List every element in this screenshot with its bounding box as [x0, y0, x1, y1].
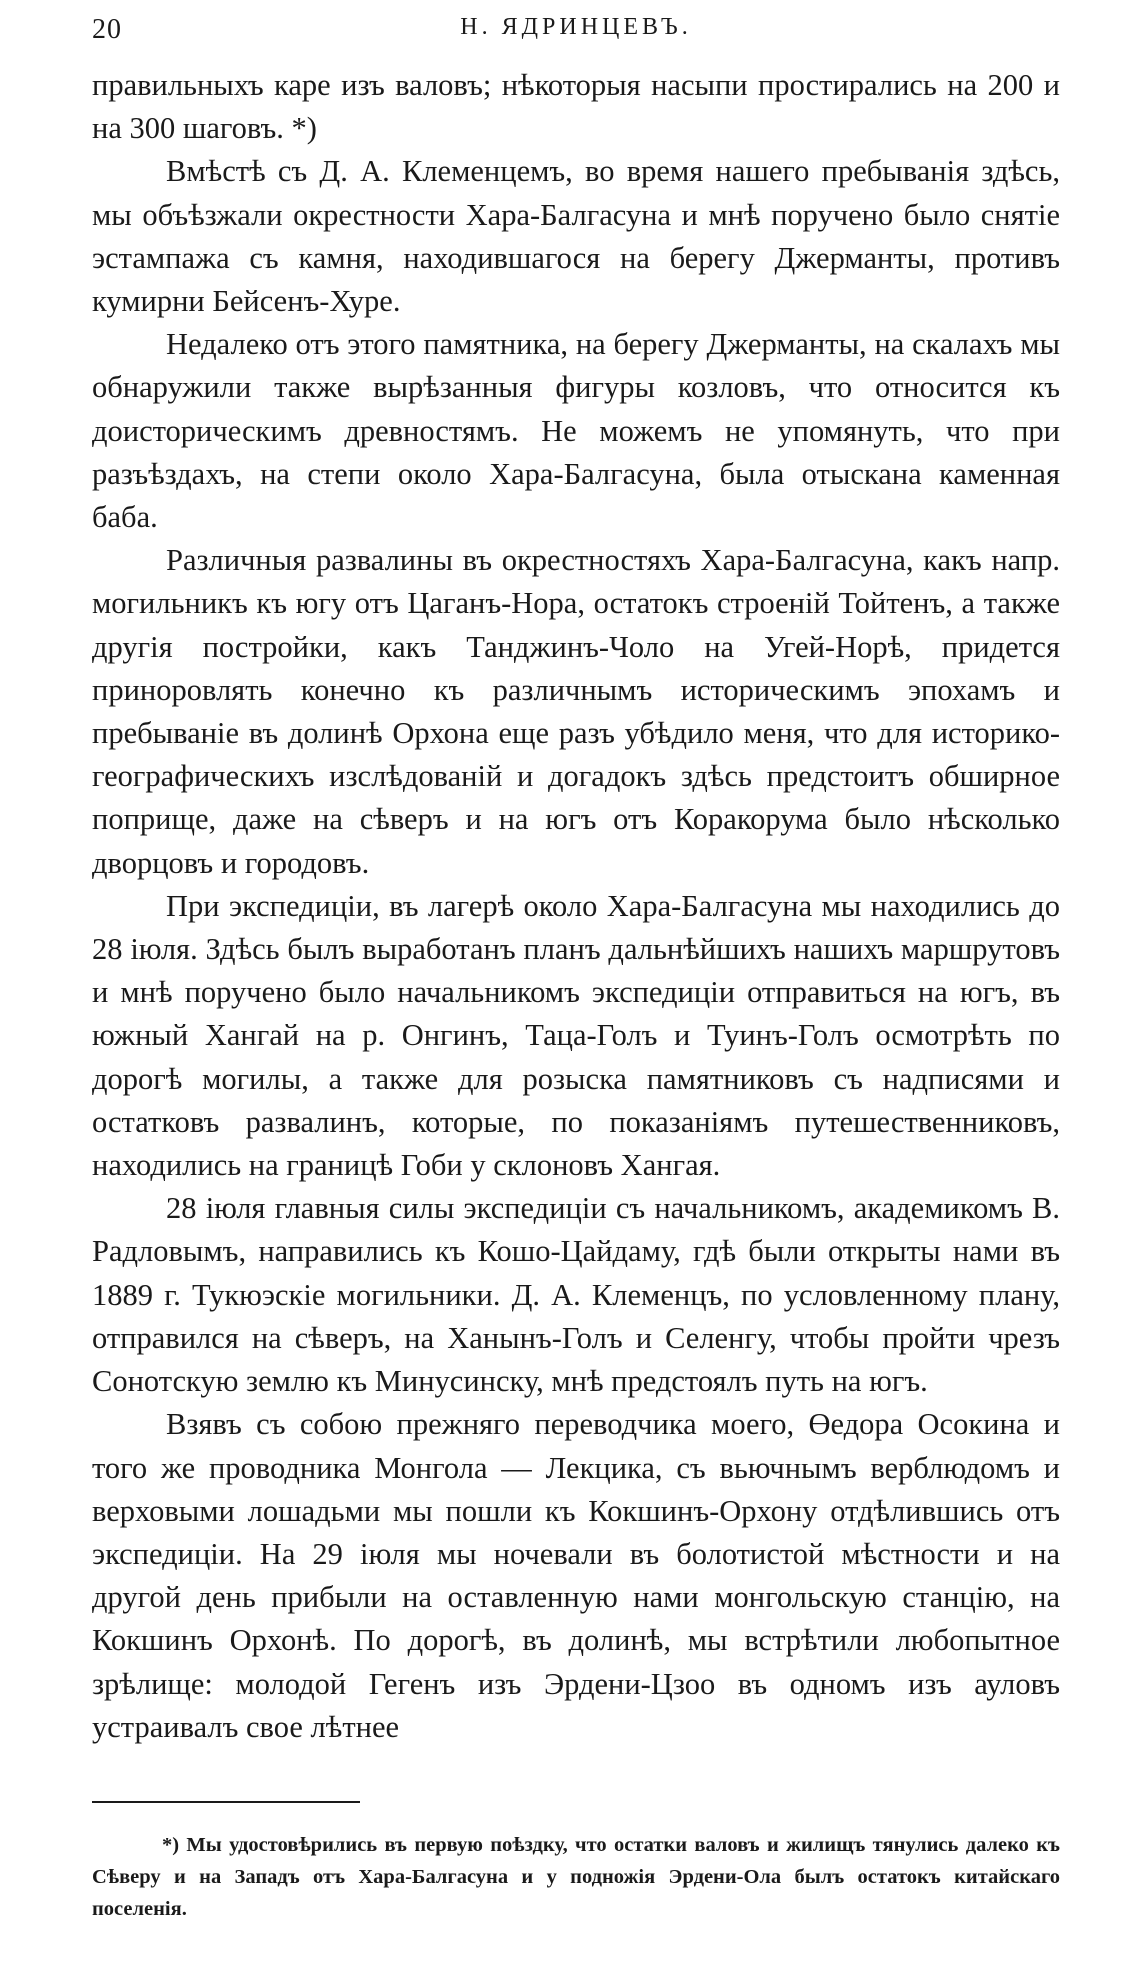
book-page [92, 14, 1060, 1945]
page-header [92, 14, 1060, 64]
paragraph: Вмѣстѣ съ Д. А. Клеменцемъ, во время нашего пребыванія здѣсь, мы объѣзжали окрестности Хара-Балгасуна и мнѣ поручено было снятіе эстампажа съ камня, находившагося на берегу Джерманты, противъ кумирни Бейсенъ-Хуре. [92, 154, 1060, 319]
paragraph: 28 іюля главныя силы экспедиціи съ начальникомъ, академикомъ В. Радловымъ, направились къ Кошо-Цайдаму, гдѣ были открыты нами въ 1889 г. Тукюэскіе могильники. Д. А. Клеменцъ, по условленному плану, отправился на сѣверъ, на Ханынъ-Голъ и Селенгу, чтобы пройти чрезъ Сонотскую землю къ Минусинску, мнѣ предстоялъ путь на югъ. [92, 1191, 1060, 1399]
paragraph: Различныя развалины въ окрестностяхъ Хара-Балгасуна, какъ напр. могильникъ къ югу отъ Цаганъ-Нора, остатокъ строеній Тойтенъ, а также другія постройки, какъ Танджинъ-Чоло на Угей-Норѣ, придется приноровлять конечно къ различнымъ историческимъ эпохамъ и пребываніе въ долинѣ Орхона еще разъ убѣдило меня, что для историко-географическихъ изслѣдованій и догадокъ здѣсь предстоитъ обширное поприще, даже на сѣверъ и на югъ отъ Коракорума было нѣсколько дворцовъ и городовъ. [92, 543, 1060, 880]
footnote-divider [92, 1801, 360, 1803]
paragraph: Недалеко отъ этого памятника, на берегу Джерманты, на скалахъ мы обнаружили также вырѣзанныя фигуры козловъ, что относится къ доисторическимъ древностямъ. Не можемъ не упомянуть, что при разъѣздахъ, на степи около Хара-Балгасуна, была отыскана каменная баба. [92, 327, 1060, 535]
paragraph: правильныхъ каре изъ валовъ; нѣкоторыя насыпи простирались на 200 и на 300 шаговъ. *) [92, 68, 1060, 146]
footnote: *) Мы удостовѣрились въ первую поѣздку, что остатки валовъ и жилищъ тянулись далеко къ Сѣверу и на Западъ отъ Хара-Балгасуна и у подножія Эрдени-Ола былъ остатокъ китайскаго поселенія. [92, 1833, 1060, 1920]
running-head: Н. ЯДРИНЦЕВЪ. [460, 14, 692, 40]
page-number: 20 [92, 14, 122, 45]
paragraph: При экспедиціи, въ лагерѣ около Хара-Балгасуна мы находились до 28 іюля. Здѣсь былъ выработанъ планъ дальнѣйшихъ нашихъ маршрутовъ и мнѣ поручено было начальникомъ экспедиціи отправиться на югъ, въ южный Хангай на р. Онгинъ, Таца-Голъ и Туинъ-Голъ осмотрѣть по дорогѣ могилы, а также для розыска памятниковъ съ надписями и остатковъ развалинъ, которые, по показаніямъ путешественниковъ, находились на границѣ Гоби у склоновъ Хангая. [92, 888, 1060, 1183]
paragraph: Взявъ съ собою прежняго переводчика моего, Өедора Осокина и того же проводника Монгола — Лекцика, съ вьючнымъ верблюдомъ и верховыми лошадьми мы пошли къ Кокшинъ-Орхону отдѣлившись отъ экспедиціи. На 29 іюля мы ночевали въ болотистой мѣстности и на другой день прибыли на оставленную нами монгольскую станцію, на Кокшинъ Орхонѣ. По дорогѣ, въ долинѣ, мы встрѣтили любопытное зрѣлище: молодой Гегенъ изъ Эрдени-Цзоо въ одномъ изъ ауловъ устраивалъ свое лѣтнее [92, 1407, 1060, 1744]
body-text [92, 64, 1060, 1749]
